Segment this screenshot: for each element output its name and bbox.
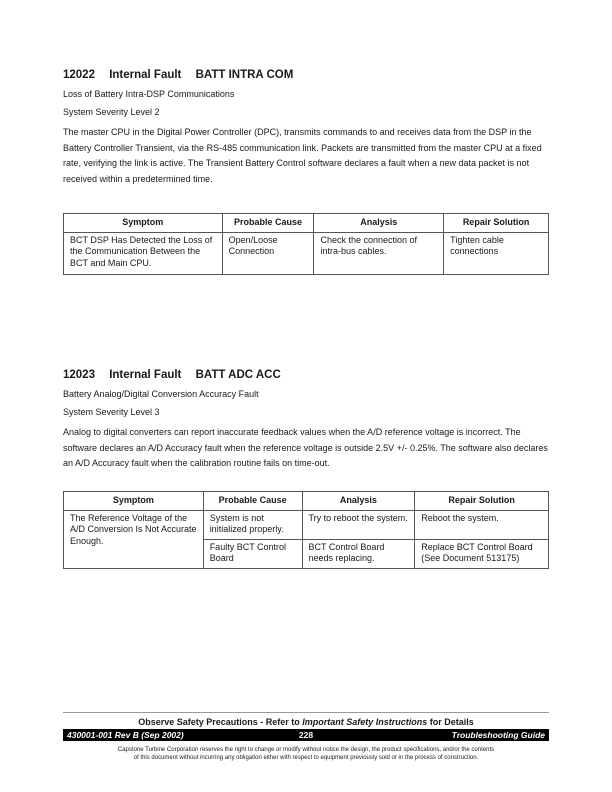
fault-type: Internal Fault bbox=[109, 69, 182, 81]
safety-notice bbox=[63, 717, 549, 727]
cause-cell: System is not initialized properly. bbox=[203, 510, 302, 539]
fault-heading bbox=[63, 369, 549, 381]
guide-title: Troubleshooting Guide bbox=[451, 730, 545, 740]
disclaimer-line: of this document without incurring any obligation either with respect to equipment previously sold or in the process of construction. bbox=[133, 755, 479, 761]
cause-cell: Open/Loose Connection bbox=[222, 232, 314, 274]
safety-prefix: Observe Safety Precautions - Refer to bbox=[138, 717, 303, 727]
analysis-cell: Check the connection of intra-bus cables. bbox=[314, 232, 444, 274]
column-header-repair: Repair Solution bbox=[444, 214, 549, 233]
repair-cell: Reboot the system. bbox=[415, 510, 549, 539]
column-header-cause: Probable Cause bbox=[222, 214, 314, 233]
table-header-row bbox=[64, 492, 549, 511]
fault-section-12022 bbox=[63, 69, 549, 187]
analysis-cell: BCT Control Board needs replacing. bbox=[302, 539, 415, 568]
column-header-analysis: Analysis bbox=[302, 492, 415, 511]
disclaimer bbox=[63, 746, 549, 762]
table-row bbox=[64, 232, 549, 274]
repair-cell: Tighten cable connections bbox=[444, 232, 549, 274]
fault-description: Analog to digital converters can report inaccurate feedback values when the A/D reference voltage is incorrect. The software declares an A/D Accuracy fault when the reference voltage is outside 2.5V +/- 0.25%. The software also declares an A/D Accuracy fault when the calibration routine fails on time-out. bbox=[63, 427, 548, 468]
safety-link-text: Important Safety Instructions bbox=[302, 717, 428, 727]
column-header-repair: Repair Solution bbox=[415, 492, 549, 511]
troubleshooting-table-12022 bbox=[63, 213, 549, 275]
fault-type: Internal Fault bbox=[109, 369, 182, 381]
disclaimer-line: Capstone Turbine Corporation reserves the right to change or modify without notice the design, the product specifications, and/or the contents bbox=[117, 747, 495, 753]
safety-suffix: for Details bbox=[427, 717, 474, 727]
symptom-cell: The Reference Voltage of the A/D Conversion Is Not Accurate Enough. bbox=[64, 510, 204, 568]
column-header-cause: Probable Cause bbox=[203, 492, 302, 511]
fault-heading bbox=[63, 69, 549, 81]
symptom-cell: BCT DSP Has Detected the Loss of the Communication Between the BCT and Main CPU. bbox=[64, 232, 223, 274]
fault-title: Battery Analog/Digital Conversion Accuracy Fault bbox=[63, 389, 259, 399]
fault-code: 12023 bbox=[63, 369, 95, 381]
table-header-row bbox=[64, 214, 549, 233]
cause-cell: Faulty BCT Control Board bbox=[203, 539, 302, 568]
table-row bbox=[64, 510, 549, 539]
fault-code: 12022 bbox=[63, 69, 95, 81]
fault-name: BATT ADC ACC bbox=[195, 369, 281, 381]
severity-level: System Severity Level 2 bbox=[63, 107, 160, 117]
footer-bar bbox=[63, 729, 549, 741]
fault-description: The master CPU in the Digital Power Controller (DPC), transmits commands to and receives data from the DSP in the Battery Controller Transient, via the RS-485 communication link. Packets are transmitted from the master CPU at a fixed rate, verifying the link is active. The Transient Battery Control software declares a fault when a new data packet is not received within a predetermined time. bbox=[63, 127, 542, 184]
fault-title: Loss of Battery Intra-DSP Communications bbox=[63, 89, 235, 99]
troubleshooting-table-12023 bbox=[63, 491, 549, 569]
column-header-analysis: Analysis bbox=[314, 214, 444, 233]
severity-level: System Severity Level 3 bbox=[63, 407, 160, 417]
footer-divider bbox=[63, 712, 549, 713]
column-header-symptom: Symptom bbox=[64, 214, 223, 233]
column-header-symptom: Symptom bbox=[64, 492, 204, 511]
repair-cell: Replace BCT Control Board (See Document 513175) bbox=[415, 539, 549, 568]
page-number: 228 bbox=[298, 730, 314, 740]
fault-name: BATT INTRA COM bbox=[195, 69, 294, 81]
fault-section-12023 bbox=[63, 369, 549, 472]
document-number: 430001-001 Rev B (Sep 2002) bbox=[67, 730, 184, 740]
analysis-cell: Try to reboot the system. bbox=[302, 510, 415, 539]
